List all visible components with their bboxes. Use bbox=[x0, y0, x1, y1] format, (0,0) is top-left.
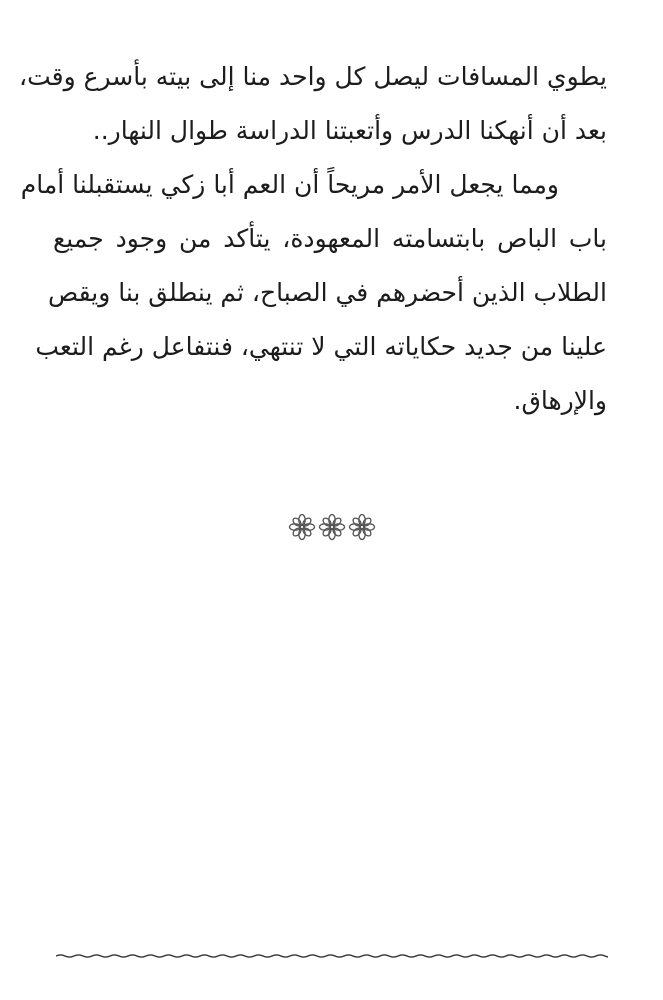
text-line-2: بعد أن أنهكنا الدرس وأتعبتنا الدراسة طوال النهار.. bbox=[92, 116, 607, 145]
text-line-7: والإرهاق. bbox=[513, 386, 607, 415]
text-line-1: يطوي المسافات ليصل كل واحد منا إلى بيته بأسرع وقت، bbox=[19, 62, 607, 91]
text-line-3: ومما يجعل الأمر مريحاً أن العم أبا زكي يستقبلنا أمام bbox=[20, 170, 559, 199]
footer-wavy-rule bbox=[56, 948, 608, 964]
flower-ornament-icon bbox=[348, 513, 376, 541]
text-line-6: علينا من جديد حكاياته التي لا تنتهي، فنتفاعل رغم التعب bbox=[35, 332, 607, 361]
body-text bbox=[19, 50, 607, 428]
flower-ornament-icon bbox=[318, 513, 346, 541]
flower-ornament-icon bbox=[288, 513, 316, 541]
text-line-4: باب الباص بابتسامته المعهودة، يتأكد من وجود جميع bbox=[53, 224, 607, 253]
text-line-5: الطلاب الذين أحضرهم في الصباح، ثم ينطلق بنا ويقص bbox=[47, 278, 607, 307]
section-divider-ornament bbox=[0, 510, 663, 544]
